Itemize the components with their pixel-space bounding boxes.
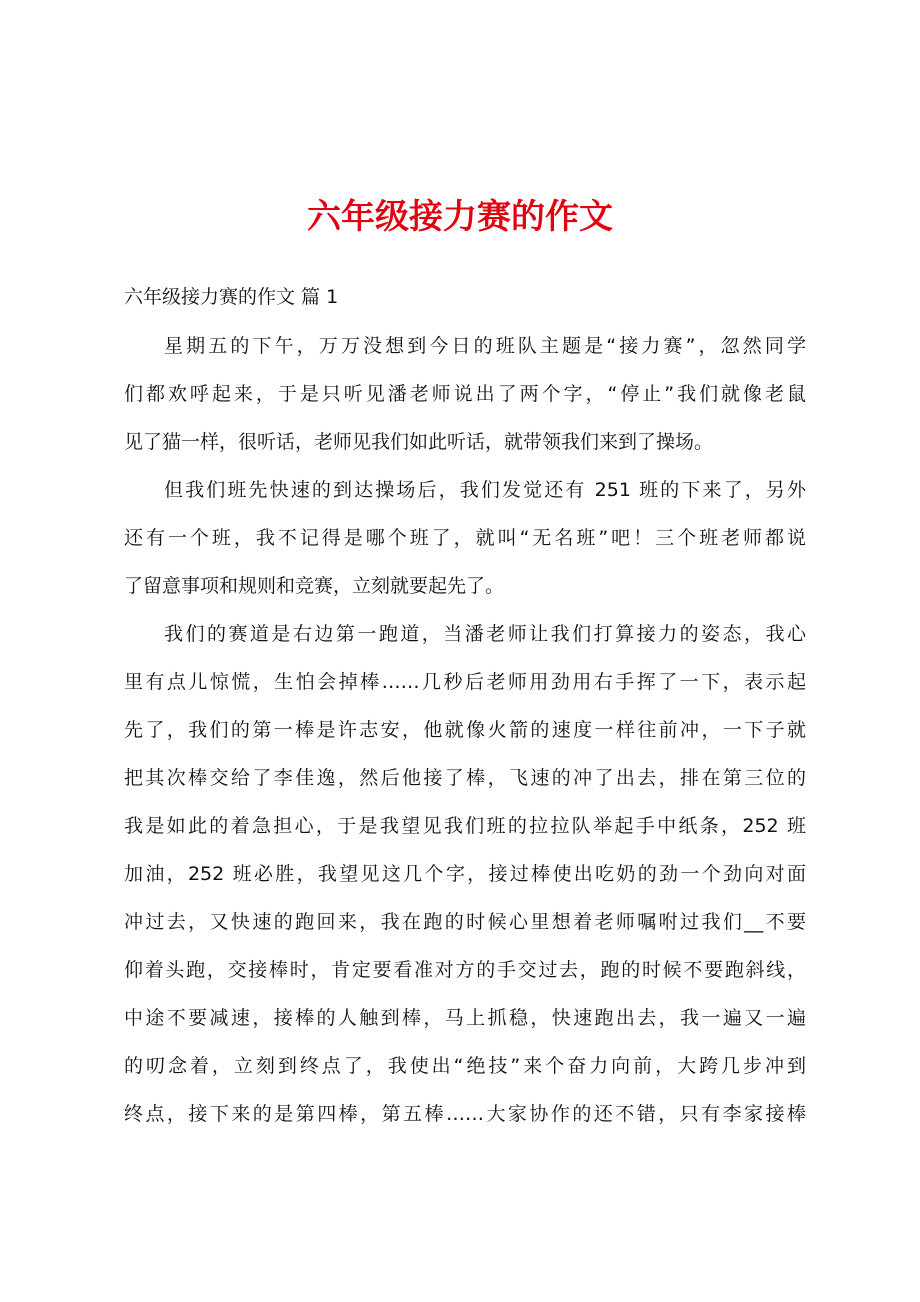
paragraph-line: 冲过去，又快速的跑回来，我在跑的时候心里想着老师嘱咐过我们__不要 [124, 911, 806, 933]
paragraph-line: 加油，252 班必胜，我望见这几个字，接过棒使出吃奶的劲一个劲向对面 [124, 863, 806, 885]
paragraph-line: 见了猫一样，很听话，老师见我们如此听话，就带领我们来到了操场。 [124, 431, 714, 453]
paragraph-2 [124, 466, 806, 610]
paragraph-line: 里有点儿惊慌，生怕会掉棒……几秒后老师用劲用右手挥了一下，表示起 [124, 671, 806, 693]
paragraph-line: 星期五的下午，万万没想到今日的班队主题是“接力赛”，忽然同学 [164, 335, 806, 357]
paragraph-line: 终点，接下来的是第四棒，第五棒……大家协作的还不错，只有李家接棒 [124, 1103, 806, 1125]
paragraph-line: 我们的赛道是右边第一跑道，当潘老师让我们打算接力的姿态，我心 [164, 623, 806, 645]
paragraph-line: 中途不要减速，接棒的人触到棒，马上抓稳，快速跑出去，我一遍又一遍 [124, 1007, 806, 1029]
paragraph-1 [124, 322, 806, 466]
paragraph-line: 把其次棒交给了李佳逸，然后他接了棒，飞速的冲了出去，排在第三位的 [124, 767, 806, 789]
paragraph-3 [124, 610, 806, 1138]
section-heading: 六年级接力赛的作文 篇 1 [124, 286, 339, 308]
document-title: 六年级接力赛的作文 [307, 197, 613, 237]
paragraph-line: 的叨念着，立刻到终点了，我使出“绝技”来个奋力向前，大跨几步冲到 [124, 1055, 806, 1077]
paragraph-line: 我是如此的着急担心，于是我望见我们班的拉拉队举起手中纸条，252 班 [124, 815, 806, 837]
paragraph-line: 但我们班先快速的到达操场后，我们发觉还有 251 班的下来了，另外 [164, 479, 806, 501]
paragraph-line: 了留意事项和规则和竞赛，立刻就要起先了。 [124, 575, 505, 597]
paragraph-line: 仰着头跑，交接棒时，肯定要看准对方的手交过去，跑的时候不要跑斜线， [124, 959, 806, 981]
paragraph-line: 们都欢呼起来，于是只听见潘老师说出了两个字，“停止”我们就像老鼠 [124, 383, 806, 405]
paragraph-line: 先了，我们的第一棒是许志安，他就像火箭的速度一样往前冲，一下子就 [124, 719, 806, 741]
paragraph-line: 还有一个班，我不记得是哪个班了，就叫“无名班”吧！三个班老师都说 [124, 527, 806, 549]
